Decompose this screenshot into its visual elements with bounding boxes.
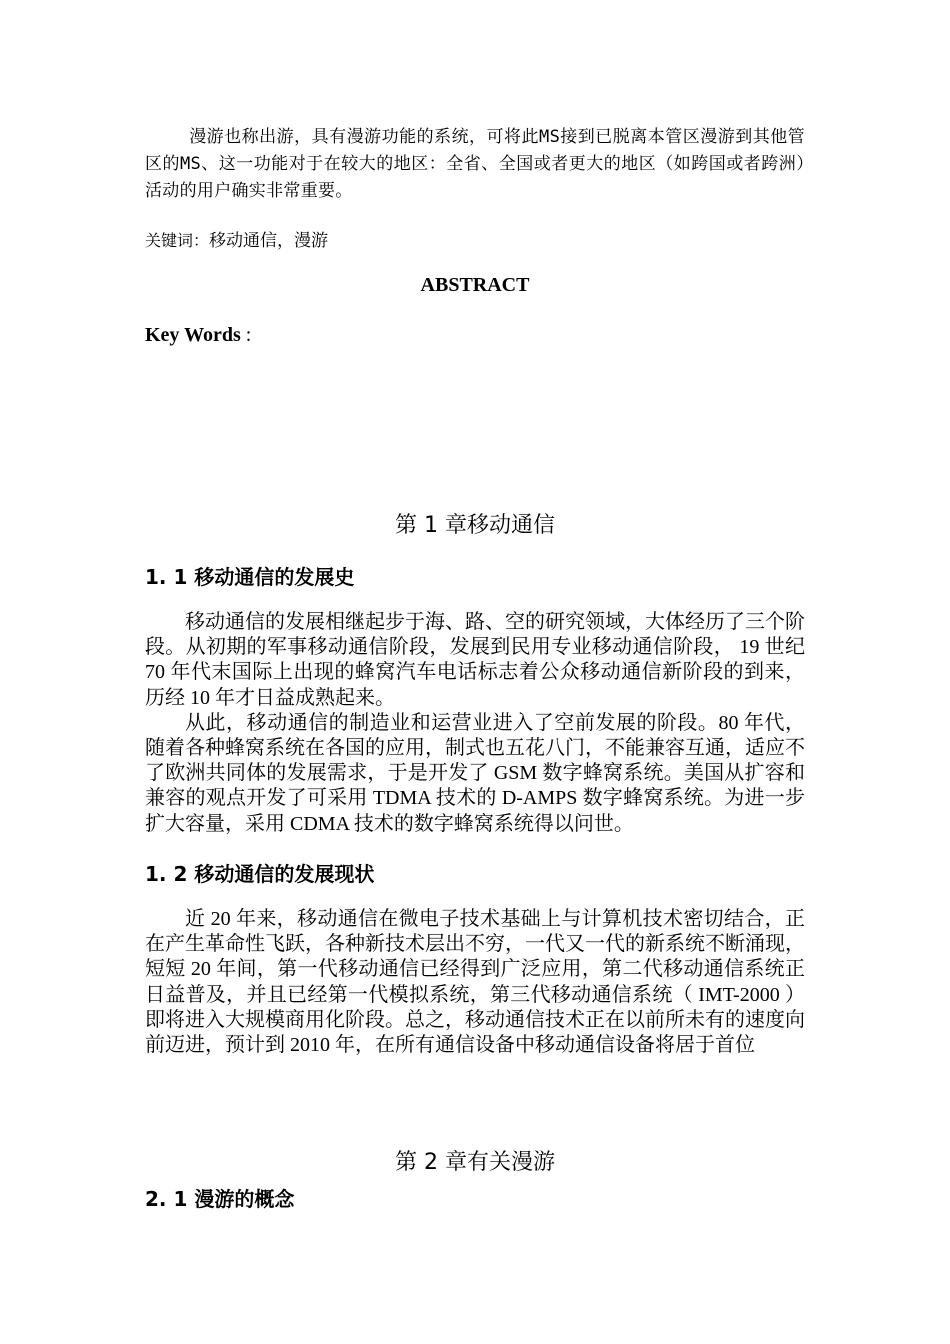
keywords-english	[145, 324, 805, 347]
keywords-chinese-value: 移动通信，漫游	[209, 231, 329, 251]
section-1-1-title: 1. 1 移动通信的发展史	[145, 565, 355, 589]
keywords-english-separator: :	[240, 324, 252, 346]
abstract-english-heading: ABSTRACT	[420, 274, 530, 296]
keywords-english-label: Key Words	[145, 324, 241, 346]
section-1-1-body	[145, 610, 805, 837]
chapter-2-title: 第 2 章有关漫游	[395, 1150, 555, 1175]
paragraph: 近 20 年来，移动通信在微电子技术基础上与计算机技术密切结合，正在产生革命性飞跃，各种新技术层出不穷，一代又一代的新系统不断涌现，短短 20 年间，第一代移动通信已经得到广泛应用，第二代移动通信系统正日益普及，并且已经第一代模拟系统，第三代移动通信系统（ IMT-2000 ）即将进入大规模商用化阶段。总之，移动通信技术正在以前所未有的速度向前迈进，预计到 2010 年，在所有通信设备中移动通信设备将居于首位	[145, 908, 805, 1057]
paragraph: 移动通信的发展相继起步于海、路、空的研究领域，大体经历了三个阶段。从初期的军事移动通信阶段，发展到民用专业移动通信阶段， 19 世纪 70 年代末国际上出现的蜂窝汽车电话标志着公众移动通信新阶段的到来，历经 10 年才日益成熟起来。	[145, 611, 805, 709]
chapter-1-title: 第 1 章移动通信	[395, 513, 555, 538]
keywords-chinese-label: 关键词：	[145, 231, 210, 250]
abstract-chinese-text: 漫游也称出游，具有漫游功能的系统，可将此MS接到已脱离本管区漫游到其他管区的MS、这一功能对于在较大的地区：全省、全国或者更大的地区（如跨国或者跨洲）活动的用户确实非常重要。	[145, 127, 805, 201]
paragraph: 从此，移动通信的制造业和运营业进入了空前发展的阶段。80 年代，随着各种蜂窝系统在各国的应用，制式也五花八门，不能兼容互通，适应不了欧洲共同体的发展需求，于是开发了 GSM 数字蜂窝系统。美国从扩容和兼容的观点开发了可采用 TDMA 技术的 D-AMPS 数字蜂窝系统。为进一步扩大容量，采用 CDMA 技术的数字蜂窝系统得以问世。	[145, 711, 805, 835]
section-1-2-body	[145, 907, 805, 1058]
section-1-2-title: 1. 2 移动通信的发展现状	[145, 862, 375, 886]
abstract-chinese	[145, 124, 805, 205]
keywords-chinese	[145, 226, 805, 251]
section-2-1-title: 2. 1 漫游的概念	[145, 1187, 295, 1211]
